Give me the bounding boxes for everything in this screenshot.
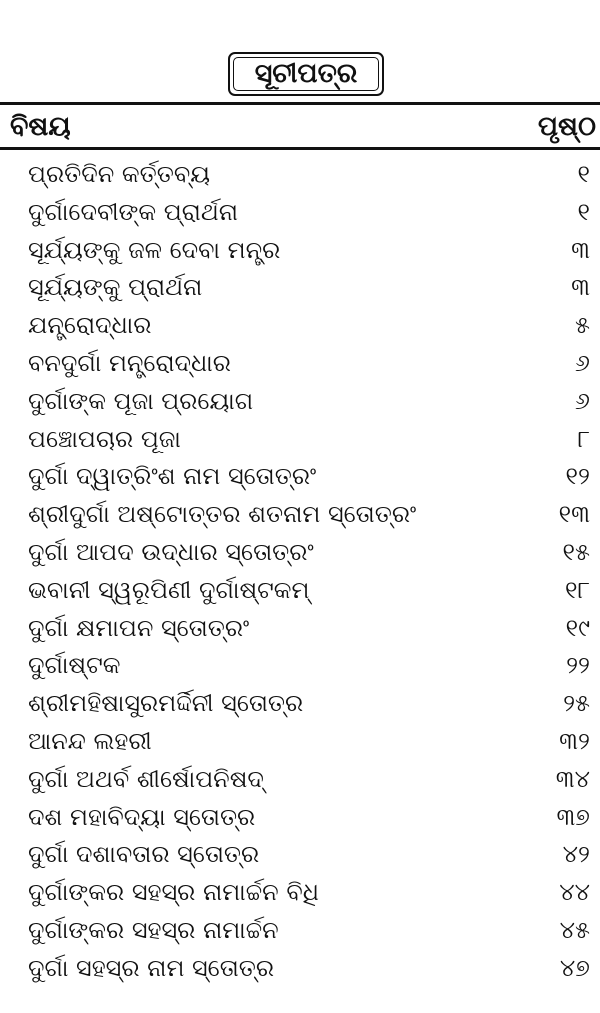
toc-entry-title: ଦଶ ମହାବିଦ୍ୟା ସ୍ତୋତ୍ର	[28, 802, 256, 831]
toc-entry-page: ୧୮	[564, 575, 590, 604]
toc-entry-page: ୧୨	[565, 462, 590, 491]
toc-list	[0, 158, 600, 990]
toc-row	[0, 876, 600, 914]
toc-entry-title: ବନଦୁର୍ଗା ମନ୍ତ୍ରୋଦ୍ଧାର	[28, 348, 231, 377]
page-title: ସୂଚୀପତ୍ର	[254, 58, 358, 89]
toc-row	[0, 649, 600, 687]
toc-entry-title: ଆନନ୍ଦ ଲହରୀ	[28, 726, 152, 755]
toc-entry-title: ସୂର୍ଯ୍ୟଙ୍କୁ ଜଳ ଦେବା ମନ୍ତ୍ର	[28, 235, 281, 264]
toc-entry-page: ୧୯	[565, 613, 590, 642]
toc-entry-title: ଭବାନୀ ସ୍ୱରୂପିଣୀ ଦୁର୍ଗାଷ୍ଟକମ୍	[28, 575, 310, 604]
toc-entry-title: ଦୁର୍ଗାଙ୍କର ସହସ୍ର ନାମାର୍ଚ୍ଚନ ବିଧି	[28, 878, 319, 907]
toc-entry-page: ୬	[574, 348, 590, 377]
toc-entry-page: ୩୭	[556, 802, 590, 831]
toc-entry-page: ୬	[574, 386, 590, 415]
toc-entry-title: ପଞ୍ଚୋପଚାର ପୂଜା	[28, 424, 181, 453]
toc-entry-page: ୪୪	[559, 878, 590, 907]
toc-row	[0, 536, 600, 574]
toc-row	[0, 612, 600, 650]
toc-entry-page: ୧	[577, 160, 590, 188]
toc-entry-title: ଦୁର୍ଗାଷ୍ଟକ	[28, 651, 121, 680]
toc-entry-title: ଦୁର୍ଗା ଦଶାବତାର ସ୍ତୋତ୍ର	[28, 840, 260, 869]
toc-entry-title: ଦୁର୍ଗା ସହସ୍ର ନାମ ସ୍ତୋତ୍ର	[28, 953, 275, 982]
toc-row	[0, 158, 600, 196]
page-column-header: ପୃଷ୍ଠ	[537, 111, 596, 142]
toc-row	[0, 385, 600, 423]
toc-row	[0, 952, 600, 990]
toc-row	[0, 574, 600, 612]
toc-entry-page: ୧୩	[558, 500, 590, 529]
toc-entry-title: ଦୁର୍ଗା ଆପଦ ଉଦ୍ଧାର ସ୍ତୋତ୍ରଂ	[28, 537, 314, 566]
toc-entry-page: ୮	[577, 424, 590, 453]
toc-entry-page: ୩	[571, 273, 590, 302]
toc-row	[0, 309, 600, 347]
toc-row	[0, 347, 600, 385]
toc-entry-page: ୪୭	[559, 953, 590, 982]
toc-entry-title: ଦୁର୍ଗାଙ୍କର ସହସ୍ର ନାମାର୍ଚ୍ଚନ	[28, 915, 279, 944]
toc-entry-page: ୫	[575, 311, 590, 340]
toc-row	[0, 763, 600, 801]
header-bottom-rule	[0, 147, 600, 150]
toc-entry-page: ୧	[577, 197, 590, 226]
subject-column-header: ବିଷୟ	[10, 111, 71, 142]
toc-row	[0, 423, 600, 461]
toc-entry-title: ଯନ୍ତ୍ରୋଦ୍ଧାର	[28, 311, 152, 340]
toc-row	[0, 725, 600, 763]
toc-row	[0, 801, 600, 839]
toc-entry-page: ୩	[571, 235, 590, 264]
toc-entry-page: ୩୨	[559, 726, 590, 755]
toc-entry-page: ୨୨	[566, 651, 590, 680]
toc-entry-page: ୨୫	[563, 689, 590, 718]
toc-row	[0, 687, 600, 725]
toc-entry-title: ଦୁର୍ଗାଦେବୀଙ୍କ ପ୍ରାର୍ଥନା	[28, 197, 239, 226]
toc-entry-title: ଦୁର୍ଗା ଦ୍ୱାତ୍ରିଂଶ ନାମ ସ୍ତୋତ୍ରଂ	[28, 462, 317, 491]
toc-entry-title: ସୂର୍ଯ୍ୟଙ୍କୁ ପ୍ରାର୍ଥନା	[28, 273, 203, 302]
toc-row	[0, 196, 600, 234]
toc-row	[0, 914, 600, 952]
toc-entry-page: ୩୪	[555, 764, 590, 793]
toc-row	[0, 460, 600, 498]
toc-entry-page: ୧୫	[562, 537, 590, 566]
toc-entry-title: ଶ୍ରୀଦୁର୍ଗା ଅଷ୍ଟୋତ୍ତର ଶତନାମ ସ୍ତୋତ୍ରଂ	[28, 500, 417, 529]
toc-entry-page: ୪୫	[559, 915, 590, 944]
toc-header	[0, 105, 600, 147]
toc-entry-title: ଦୁର୍ଗା କ୍ଷମାପନ ସ୍ତୋତ୍ରଂ	[28, 613, 250, 642]
toc-entry-page: ୪୨	[562, 840, 590, 869]
toc-entry-title: ଦୁର୍ଗାଙ୍କ ପୂଜା ପ୍ରୟୋଗ	[28, 386, 254, 415]
toc-entry-title: ଶ୍ରୀମହିଷାସୁରମର୍ଦ୍ଦିନୀ ସ୍ତୋତ୍ର	[28, 689, 304, 718]
title-frame	[228, 52, 384, 96]
toc-entry-title: ଦୁର୍ଗା ଅଥର୍ବ ଶୀର୍ଷୋପନିଷଦ୍	[28, 764, 264, 793]
toc-row	[0, 838, 600, 876]
toc-row	[0, 498, 600, 536]
toc-row	[0, 234, 600, 272]
toc-entry-title: ପ୍ରତିଦିନ କର୍ତ୍ତବ୍ୟ	[28, 160, 211, 188]
toc-row	[0, 271, 600, 309]
